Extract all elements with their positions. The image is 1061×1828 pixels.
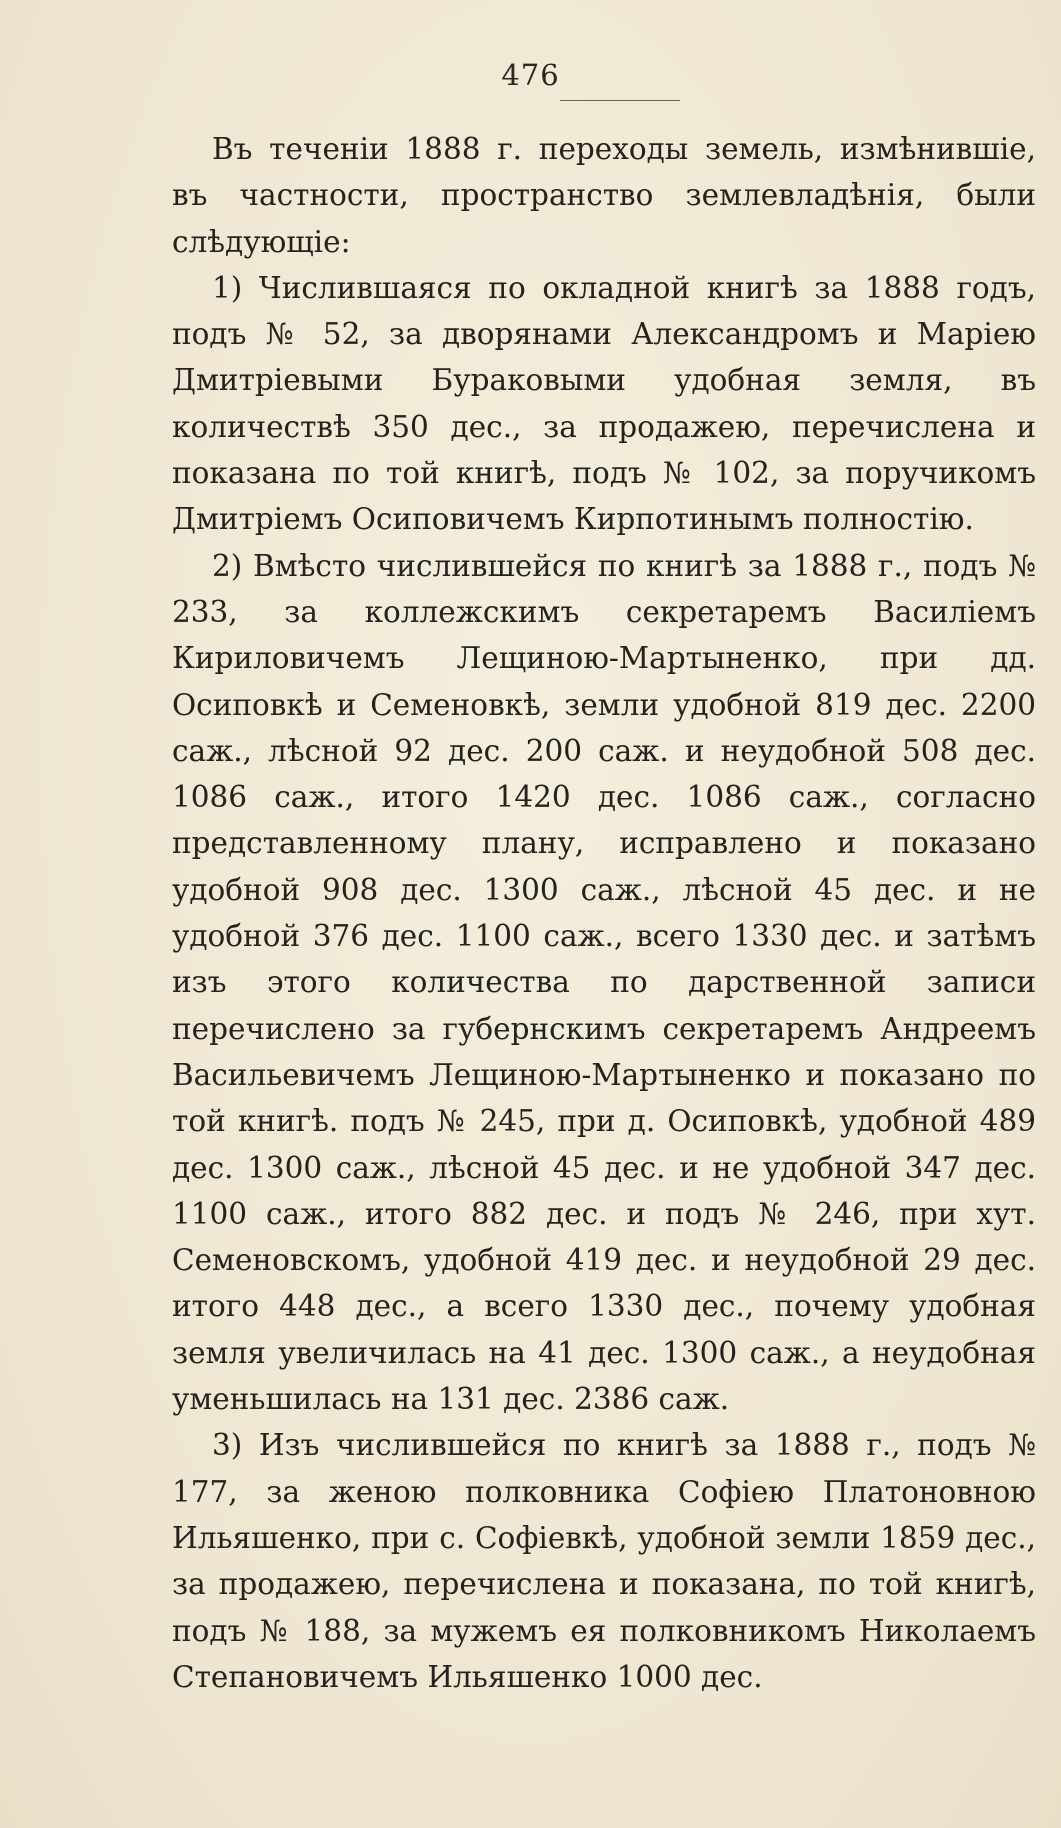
page-number: 476 [501,58,560,92]
paragraph-item-3: 3) Изъ числившейся по книгѣ за 1888 г., подъ № 177, за женою полковника Софіею Платоновною Ильяшенко, при с. Софіевкѣ, удобной земли 1859 дес., за продажею, перечислена и показана, по той книгѣ, подъ № 188, за мужемъ ея полковникомъ Николаемъ Степановичемъ Ильяшенко 1000 дес. [172,1428,1036,1694]
body-text [172,126,1036,1700]
paragraph-intro: Въ теченіи 1888 г. переходы земель, измѣнившіе, въ частности, пространство землевладѣнія, были слѣдующіе: [172,132,1036,259]
page-number-underline [560,100,680,101]
paragraph-item-1: 1) Числившаяся по окладной книгѣ за 1888 годъ, подъ № 52, за дворянами Александромъ и Маріею Дмитріевыми Бураковыми удобная земля, въ количествѣ 350 дес., за продажею, перечислена и показана по той книгѣ, подъ № 102, за поручикомъ Дмитріемъ Осиповичемъ Кирпотинымъ полностію. [172,270,1036,537]
paragraph-item-2: 2) Вмѣсто числившейся по книгѣ за 1888 г., подъ № 233, за коллежскимъ секретаремъ Василіемъ Кириловичемъ Лещиною-Мартыненко, при дд. Осиповкѣ и Семеновкѣ, земли удобной 819 дес. 2200 саж., лѣсной 92 дес. 200 саж. и неудобной 508 дес. 1086 саж., итого 1420 дес. 1086 саж., согласно представленному плану, исправлено и показано удобной 908 дес. 1300 саж., лѣсной 45 дес. и не удобной 376 дес. 1100 саж., всего 1330 дес. и затѣмъ изъ этого количества по дарственной записи перечислено за губернскимъ секретаремъ Андреемъ Васильевичемъ Лещиною-Мартыненко и показано по той книгѣ. подъ № 245, при д. Осиповкѣ, удобной 489 дес. 1300 саж., лѣсной 45 дес. и не удобной 347 дес. 1100 саж., итого 882 дес. и подъ № 246, при хут. Семеновскомъ, удобной 419 дес. и неудобной 29 дес. итого 448 дес., а всего 1330 дес., почему удобная земля увеличилась на 41 дес. 1300 саж., а неудобная уменьшилась на 131 дес. 2386 саж. [172,548,1036,1417]
